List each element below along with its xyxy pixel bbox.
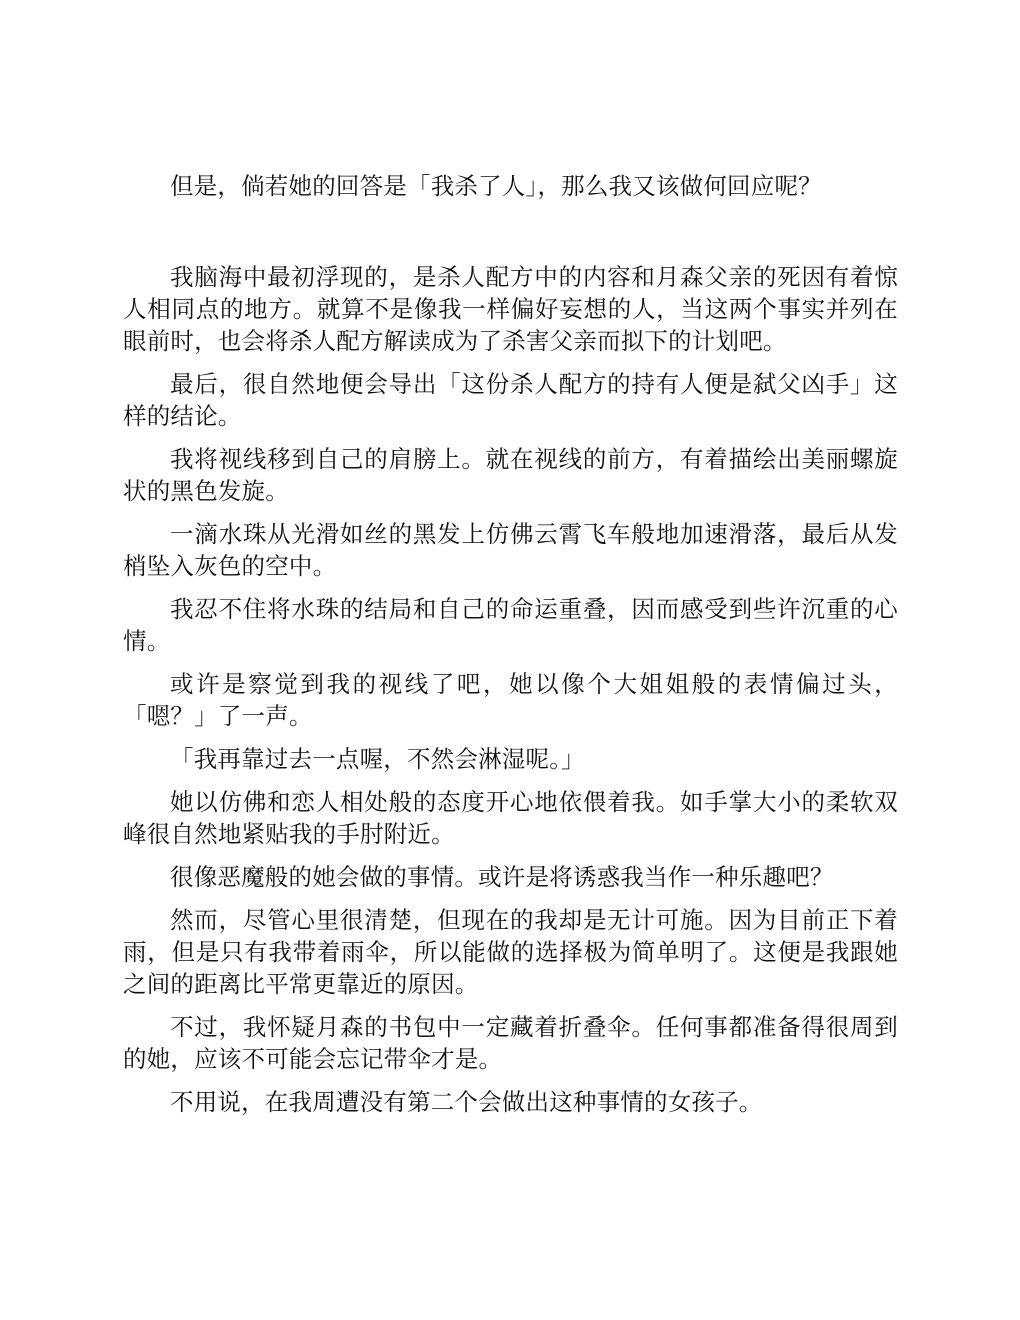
paragraph: 然而，尽管心里很清楚，但现在的我却是无计可施。因为目前正下着雨，但是只有我带着雨伞，所以能做的选择极为简单明了。这便是我跟她之间的距离比平常更靠近的原因。 — [123, 906, 898, 998]
paragraph: 一滴水珠从光滑如丝的黑发上仿佛云霄飞车般地加速滑落，最后从发梢坠入灰色的空中。 — [123, 520, 898, 580]
paragraph: 我脑海中最初浮现的，是杀人配方中的内容和月森父亲的死因有着惊人相同点的地方。就算不是像我一样偏好妄想的人，当这两个事实并列在眼前时，也会将杀人配方解读成为了杀害父亲而拟下的计划吧。 — [123, 263, 898, 355]
paragraph: 我将视线移到自己的肩膀上。就在视线的前方，有着描绘出美丽螺旋状的黑色发旋。 — [123, 445, 898, 505]
paragraph: 不过，我怀疑月森的书包中一定藏着折叠伞。任何事都准备得很周到的她，应该不可能会忘记带伞才是。 — [123, 1013, 898, 1073]
paragraph: 或许是察觉到我的视线了吧，她以像个大姐姐般的表情偏过头，「嗯？」了一声。 — [123, 670, 898, 730]
paragraph: 她以仿佛和恋人相处般的态度开心地依偎着我。如手掌大小的柔软双峰很自然地紧贴我的手肘附近。 — [123, 788, 898, 848]
paragraph: 很像恶魔般的她会做的事情。或许是将诱惑我当作一种乐趣吧？ — [170, 863, 834, 891]
body-section — [123, 261, 898, 1118]
intro-section — [123, 170, 898, 202]
paragraph: 我忍不住将水珠的结局和自己的命运重叠，因而感受到些许沉重的心情。 — [123, 595, 898, 655]
paragraph: 最后，很自然地便会导出「这份杀人配方的持有人便是弑父凶手」这样的结论。 — [123, 370, 898, 430]
paragraph: 「我再靠过去一点喔，不然会淋湿呢。」 — [170, 745, 585, 773]
paragraph: 不用说，在我周遭没有第二个会做出这种事情的女孩子。 — [170, 1088, 763, 1116]
paragraph-intro: 但是，倘若她的回答是「我杀了人」，那么我又该做何回应呢？ — [170, 172, 822, 200]
